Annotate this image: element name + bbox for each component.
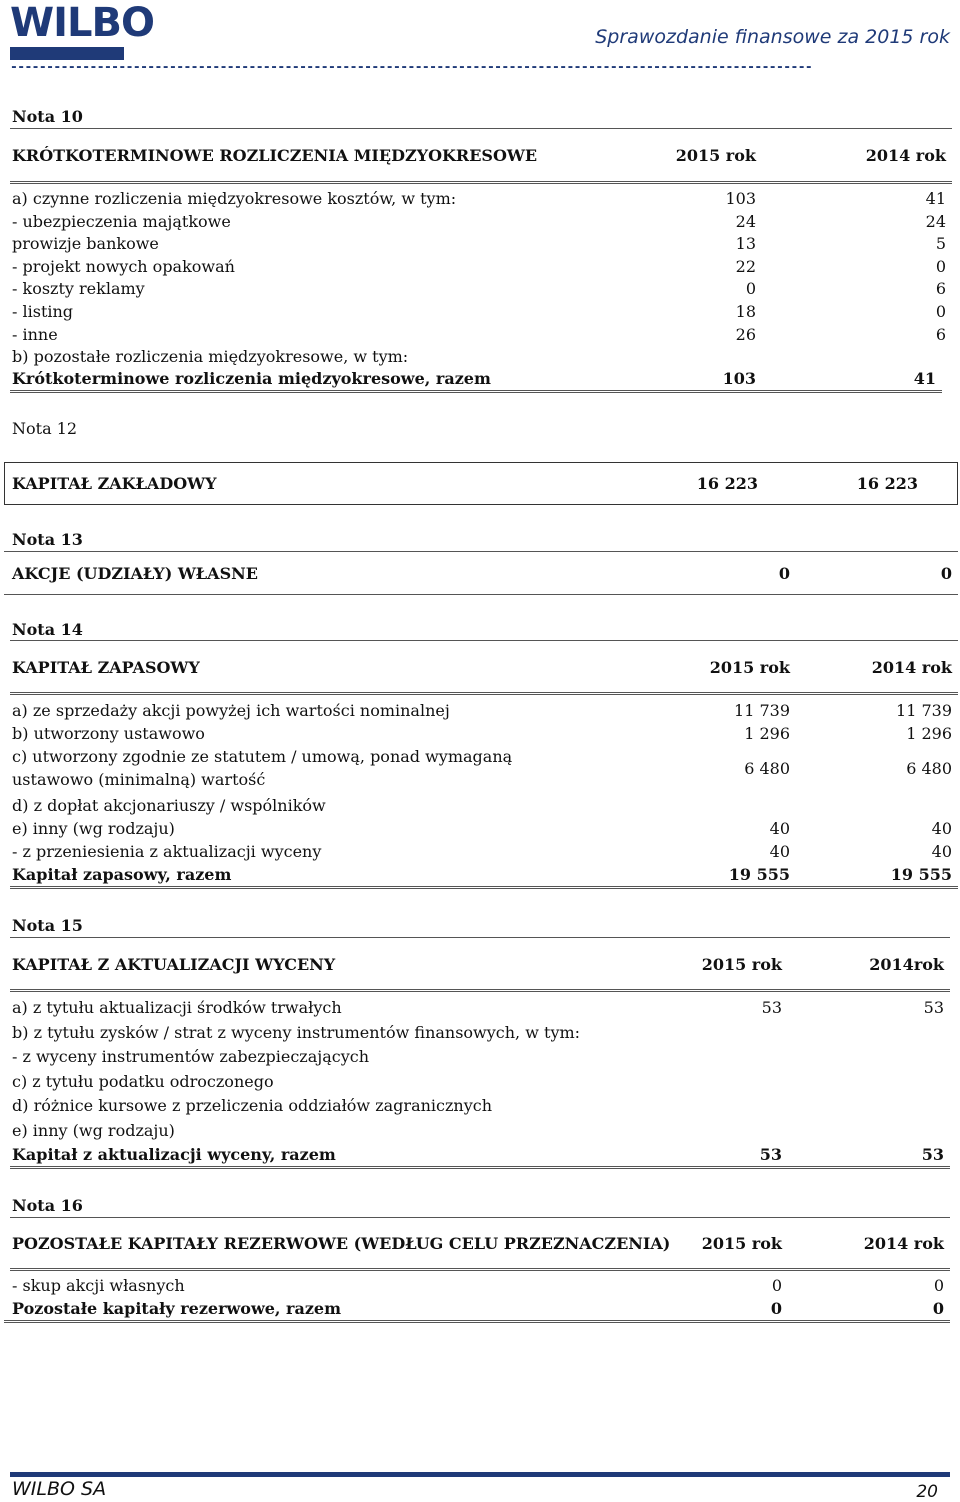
row-value-2014: 40 <box>931 842 952 861</box>
divider <box>10 128 952 129</box>
row-label: d) różnice kursowe z przeliczenia oddziałów zagranicznych <box>12 1096 493 1116</box>
row-value-2015: 24 <box>735 211 756 231</box>
row-value-2014: 0 <box>935 256 946 276</box>
row-value-2014: 6 <box>935 279 946 299</box>
divider <box>10 937 950 938</box>
row-label: - inne <box>12 324 58 344</box>
header-dashed-rule: --------------------------------------------------------------------------------------------------------------- <box>10 60 813 75</box>
logo-text: WILBO <box>10 0 154 46</box>
nota14-total-label: Kapitał zapasowy, razem <box>12 865 232 884</box>
row-label: - listing <box>12 302 74 321</box>
row-label: e) inny (wg rodzaju) <box>12 1121 175 1140</box>
page-number: 20 <box>916 1482 938 1502</box>
divider <box>4 551 958 552</box>
nota15-label: Nota 15 <box>12 916 83 935</box>
nota14-col1-header: 2015 rok <box>709 658 790 677</box>
footer-rule <box>10 1472 950 1477</box>
row-value-2015: 40 <box>769 842 790 861</box>
row-value-2015: 40 <box>769 818 790 838</box>
logo-bar <box>10 47 124 60</box>
row-label-continuation: ustawowo (minimalną) wartość <box>12 770 266 790</box>
nota16-heading: POZOSTAŁE KAPITAŁY REZERWOWE (WEDŁUG CELU PRZEZNACZENIA) <box>12 1234 671 1253</box>
row-label: a) czynne rozliczenia międzyokresowe kosztów, w tym: <box>12 189 457 208</box>
nota15-heading: KAPITAŁ Z AKTUALIZACJI WYCENY <box>12 955 336 974</box>
nota10-col1-header: 2015 rok <box>675 146 756 165</box>
nota16-col1-header: 2015 rok <box>701 1234 782 1253</box>
row-value-2015: 53 <box>761 998 782 1017</box>
row-value-2014: 53 <box>923 998 944 1017</box>
row-label: a) z tytułu aktualizacji środków trwałych <box>12 998 342 1017</box>
double-divider <box>10 886 958 889</box>
double-divider <box>10 989 950 992</box>
row-value-2015: 1 296 <box>744 724 790 744</box>
nota10-col2-header: 2014 rok <box>865 146 946 165</box>
row-value-2015: 0 <box>745 279 756 299</box>
row-value-2015: 26 <box>735 324 756 344</box>
double-divider <box>10 692 958 695</box>
nota15-col2-header: 2014rok <box>869 955 944 974</box>
nota16-total-label: Pozostałe kapitały rezerwowe, razem <box>12 1299 342 1318</box>
double-divider <box>4 1320 950 1323</box>
divider <box>4 594 958 595</box>
row-label: - z wyceny instrumentów zabezpieczających <box>12 1047 370 1067</box>
nota14-total-2014: 19 555 <box>890 865 952 884</box>
nota14-total-2015: 19 555 <box>728 865 790 884</box>
nota15-total-2014: 53 <box>921 1145 944 1164</box>
row-value-2014: 0 <box>933 1276 944 1295</box>
divider <box>10 1217 950 1218</box>
double-divider <box>10 390 942 393</box>
row-label: c) utworzony zgodnie ze statutem / umową, ponad wymaganą <box>12 747 513 767</box>
row-label: c) z tytułu podatku odroczonego <box>12 1071 274 1091</box>
nota16-total-2014: 0 <box>932 1299 944 1318</box>
nota16-col2-header: 2014 rok <box>863 1234 944 1253</box>
nota14-label: Nota 14 <box>12 620 83 639</box>
row-label: b) utworzony ustawowo <box>12 724 205 744</box>
row-label: - projekt nowych opakowań <box>12 256 235 276</box>
row-label: d) z dopłat akcjonariuszy / wspólników <box>12 795 326 815</box>
double-divider <box>10 1166 950 1169</box>
row-value-2014: 0 <box>935 302 946 321</box>
row-value-2015: 103 <box>725 189 756 208</box>
nota16-label: Nota 16 <box>12 1196 83 1215</box>
nota10-total-2015: 103 <box>722 369 756 388</box>
nota16-total-2015: 0 <box>770 1299 782 1318</box>
nota13-heading: AKCJE (UDZIAŁY) WŁASNE <box>12 564 258 583</box>
nota15-col1-header: 2015 rok <box>701 955 782 974</box>
row-value-2015: 11 739 <box>734 701 790 720</box>
nota14-col2-header: 2014 rok <box>871 658 952 677</box>
row-value-2014: 11 739 <box>896 701 952 720</box>
nota10-total-2014: 41 <box>913 369 936 388</box>
row-label: prowizje bankowe <box>12 234 159 254</box>
row-value-2015: 6 480 <box>744 759 790 779</box>
row-label: - koszty reklamy <box>12 279 145 299</box>
nota12-label: Nota 12 <box>12 419 78 438</box>
nota15-total-2015: 53 <box>759 1145 782 1164</box>
nota10-label: Nota 10 <box>12 107 83 126</box>
nota13-2014: 0 <box>940 564 952 583</box>
double-divider <box>10 181 952 184</box>
nota12-heading: KAPITAŁ ZAKŁADOWY <box>12 474 217 493</box>
document-title: Sprawozdanie finansowe za 2015 rok <box>595 26 950 48</box>
row-value-2014: 40 <box>931 818 952 838</box>
nota10-total-label: Krótkoterminowe rozliczenia międzyokresowe, razem <box>12 369 491 388</box>
row-value-2014: 6 <box>935 324 946 344</box>
divider <box>10 640 958 641</box>
row-label: - skup akcji własnych <box>12 1276 185 1295</box>
row-label: - z przeniesienia z aktualizacji wyceny <box>12 842 322 861</box>
row-value-2015: 22 <box>735 256 756 276</box>
nota13-2015: 0 <box>778 564 790 583</box>
double-divider <box>10 1268 950 1271</box>
row-value-2014: 41 <box>925 189 946 208</box>
nota12-2014: 16 223 <box>856 474 918 493</box>
nota12-2015: 16 223 <box>696 474 758 493</box>
footer-company: WILBO SA <box>12 1478 107 1500</box>
nota13-label: Nota 13 <box>12 530 83 549</box>
nota14-heading: KAPITAŁ ZAPASOWY <box>12 658 200 677</box>
row-value-2014: 5 <box>935 234 946 254</box>
nota10-heading: KRÓTKOTERMINOWE ROZLICZENIA MIĘDZYOKRESOWE <box>12 146 538 165</box>
wilbo-logo <box>10 0 154 62</box>
row-value-2014: 1 296 <box>906 724 952 744</box>
row-label: b) z tytułu zysków / strat z wyceny instrumentów finansowych, w tym: <box>12 1022 581 1042</box>
row-value-2014: 24 <box>925 211 946 231</box>
row-value-2015: 13 <box>735 234 756 254</box>
row-value-2014: 6 480 <box>906 759 952 779</box>
row-label: b) pozostałe rozliczenia międzyokresowe, w tym: <box>12 347 409 367</box>
nota15-total-label: Kapitał z aktualizacji wyceny, razem <box>12 1145 336 1164</box>
row-value-2015: 0 <box>771 1276 782 1295</box>
row-label: a) ze sprzedaży akcji powyżej ich wartości nominalnej <box>12 701 450 720</box>
row-label: - ubezpieczenia majątkowe <box>12 211 231 231</box>
row-label: e) inny (wg rodzaju) <box>12 818 175 838</box>
row-value-2015: 18 <box>735 302 756 321</box>
